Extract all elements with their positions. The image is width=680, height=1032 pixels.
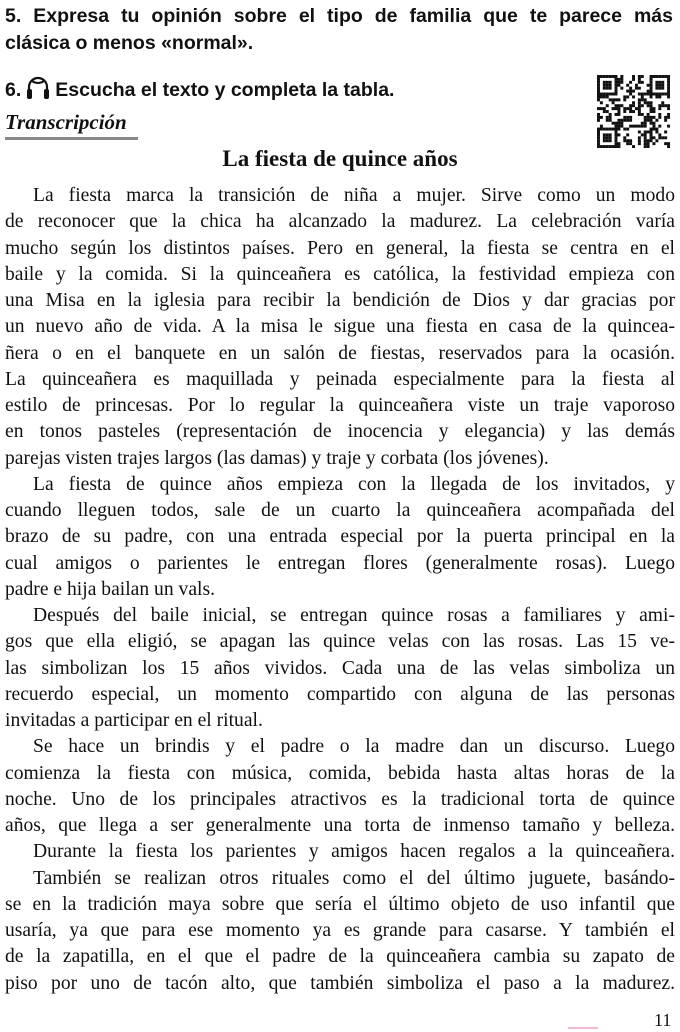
paragraph-1-line: La quinceañera es maquillada y peinada especialmente para la fiesta al (5, 368, 675, 390)
paragraph-4-line: Se hace un brindis y el padre o la madre dan un discurso. Luego (33, 736, 675, 758)
paragraph-6-line: También se realizan otros rituales como el del último juguete, basándo- (33, 867, 675, 889)
qr-code[interactable] (597, 75, 670, 148)
exercise-5-line-1: 5. Expresa tu opinión sobre el tipo de familia que te parece más (5, 5, 673, 27)
paragraph-2-line: brazo de su padre, con una entrada especial por la puerta principal en la (5, 526, 675, 548)
paragraph-1-line: un nuevo año de vida. A la misa le sigue una fiesta en casa de la quincea- (5, 316, 675, 338)
text-title: La fiesta de quince años (222, 146, 458, 171)
paragraph-6-line: usaría, ya que para ese momento ya es grande para casarse. Y también el (5, 920, 675, 941)
transcription-underline (5, 137, 138, 140)
paragraph-5-line: Durante la fiesta los parientes y amigos hacen regalos a la quinceañera. (33, 841, 675, 863)
exercise-6-heading (5, 76, 673, 106)
paragraph-6-line: se en la tradición maya sobre que sería el último objeto de uso infantil que (5, 893, 675, 915)
paragraph-6-line: piso por uno de tacón alto, que también simboliza el paso a la madurez. (5, 972, 675, 994)
paragraph-4-line: noche. Uno de los principales atractivos es la tradicional torta de quince (5, 788, 675, 810)
paragraph-1-line: mucho según los distintos países. Pero en general, la fiesta se centra en el (5, 237, 675, 259)
paragraph-2-line: padre e hija bailan un vals. (5, 578, 216, 600)
headphones-icon[interactable] (25, 76, 51, 106)
paragraph-3-line: invitadas a participar en el ritual. (5, 710, 263, 731)
paragraph-3-line: las simbolizan los 15 años vividos. Cada una de las velas simboliza un (5, 657, 675, 679)
paragraph-3-line: gos que ella eligió, se apagan las quince velas con las rosas. Las 15 ve- (5, 631, 675, 653)
paragraph-2-line: cual amigos o parientes le entregan flores (generalmente rosas). Luego (5, 552, 675, 574)
paragraph-1-line: una Misa en la iglesia para recibir la bendición de Dios y dar gracias por (5, 290, 675, 311)
paragraph-1-line: de reconocer que la chica ha alcanzado la madurez. La celebración varía (5, 211, 675, 233)
paragraph-3-line: recuerdo especial, un momento compartido con alguna de las personas (5, 683, 675, 705)
exercise-6-text: Escucha el texto y completa la tabla. (55, 79, 395, 101)
paragraph-1-line: en tonos pasteles (representación de inocencia y elegancia) y las demás (5, 421, 675, 443)
paragraph-2-line: cuando lleguen todos, sale de un cuarto la quinceañera acompañada del (5, 500, 675, 521)
paragraph-1-line: estilo de princesas. Por lo regular la quinceañera viste un traje vaporoso (5, 395, 675, 416)
exercise-5-line-2: clásica o menos «normal». (5, 32, 254, 54)
paragraph-1-line: ñera o en el banquete en un salón de fiestas, reservados para la ocasión. (5, 342, 675, 364)
paragraph-4-line: años, que llega a ser generalmente una torta de inmenso tamaño y belleza. (5, 815, 675, 836)
paragraph-4-line: comienza la fiesta con música, comida, bebida hasta altas horas de la (5, 762, 675, 784)
paragraph-1-line: baile y la comida. Si la quinceañera es católica, la festividad empieza con (5, 263, 675, 285)
page-mark (568, 1027, 598, 1029)
paragraph-2-line: La fiesta de quince años empieza con la llegada de los invitados, y (33, 473, 675, 495)
paragraph-6-line: de la zapatilla, en el que el padre de la quinceañera cambia su zapato de (5, 946, 675, 968)
transcription-label: Transcripción (5, 110, 127, 134)
exercise-6-number: 6. (5, 79, 22, 101)
page-number: 11 (654, 1010, 672, 1030)
paragraph-1-line: La fiesta marca la transición de niña a mujer. Sirve como un modo (33, 185, 675, 206)
paragraph-1-line: parejas visten trajes largos (las damas) y traje y corbata (los jóvenes). (5, 447, 549, 469)
paragraph-3-line: Después del baile inicial, se entregan quince rosas a familiares y ami- (33, 605, 675, 626)
